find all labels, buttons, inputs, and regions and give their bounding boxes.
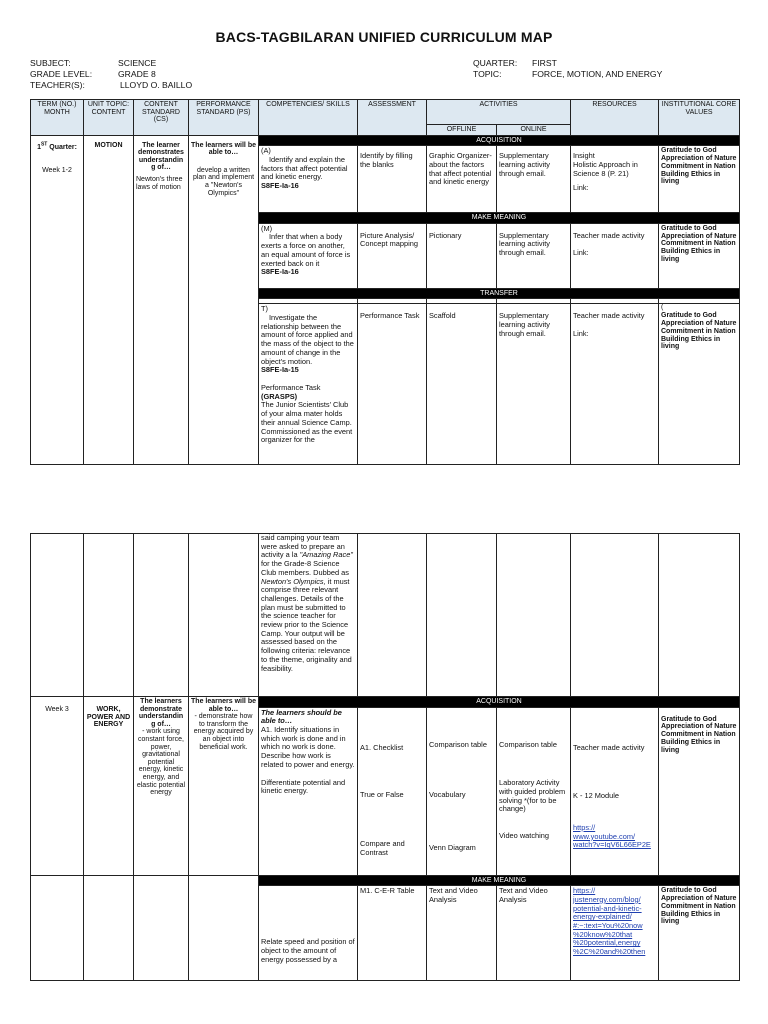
unit-topic: MOTION — [94, 141, 123, 149]
tr-core-values — [659, 304, 740, 465]
cont-ps — [189, 534, 259, 697]
tr-res-2: Link: — [573, 329, 589, 339]
band-row-acquisition-1 — [31, 135, 740, 146]
performance-standard-cell — [189, 135, 259, 465]
week3-online — [497, 707, 571, 875]
week3-label: Week 3 — [45, 706, 69, 713]
quarter-label: QUARTER: — [473, 58, 518, 68]
mm-online: Supplementary learning activity through email. — [497, 223, 571, 288]
justenergy-link[interactable]: https:// justenergy.com/blog/ potential-and-kinetic-energy-explained/ #:~:text=You%20now %20know%20that %20potential,energy %2C%20and%20then — [573, 886, 646, 957]
band-acquisition: ACQUISITION — [259, 135, 740, 146]
subject-label: SUBJECT: — [30, 58, 71, 68]
cont-values — [659, 534, 740, 697]
content-standard-cell — [134, 135, 189, 465]
ps-lead: The learners will be able to… — [191, 141, 256, 157]
tr-cv-mark: ( — [661, 304, 664, 312]
header-online: ONLINE — [497, 125, 571, 136]
week3-resources — [571, 707, 659, 875]
cont-text-c: it must comprise three relevant challenges. Details of the plan must be submitted to the science teacher for review prior to the Science Camp. Your output will be assessed based on the following criteria: relevance to the theme, originality and feasibility. — [261, 576, 352, 673]
topic-value: FORCE, MOTION, AND ENERGY — [532, 69, 663, 79]
header-term: TERM (NO.) MONTH — [31, 100, 84, 136]
acq-res-2: Holistic Approach in Science 8 (P. 21) — [573, 159, 638, 178]
week3-term-cell — [31, 697, 84, 876]
week3-cs-cell — [134, 697, 189, 876]
band-transfer: TRANSFER — [259, 288, 740, 299]
acq-res-3: Link: — [573, 183, 589, 193]
week3-ps-text: - demonstrate how to transform the energy acquired by an object into beneficial work. — [193, 713, 254, 751]
band-make-meaning: MAKE MEANING — [259, 213, 740, 224]
band-row-acquisition-2 — [31, 697, 740, 708]
week3-unit-cell — [84, 697, 134, 876]
tr-task-text: The Junior Scientists' Club of your alma mater holds their annual Science Camp. Commissioned as the event organizer for the — [261, 400, 353, 445]
tr-tag: T) — [261, 304, 268, 314]
cont-term — [31, 534, 84, 697]
teacher-label: TEACHER(S): — [30, 80, 85, 90]
acq-competency-text: Identify and explain the factors that affect potential and kinetic energy. — [261, 154, 348, 182]
week3-off-2: Vocabulary — [429, 790, 466, 800]
mm2-resources — [571, 886, 659, 981]
week3-ps-cell — [189, 697, 259, 876]
mm-res-1: Teacher made activity — [573, 230, 645, 240]
quarter-number: 1 — [37, 143, 41, 151]
week3-assess-1: A1. Checklist — [360, 742, 404, 752]
mm-res-2: Link: — [573, 248, 589, 258]
week3-assess-3: Compare and Contrast — [360, 839, 405, 857]
cont-assess — [358, 534, 427, 697]
week3-a2: Differentiate potential and kinetic energy. — [261, 777, 346, 796]
ps-text: develop a written plan and implement a "Newton's Olympics" — [192, 166, 255, 197]
cont-competency — [259, 534, 358, 697]
cont-text-a: said camping your team were asked to prepare an activity a la — [261, 533, 345, 560]
acq-competency — [259, 146, 358, 213]
week3-res-1: Teacher made activity — [573, 742, 645, 752]
cont-resources — [571, 534, 659, 697]
acq-assessment: Identify by filling the blanks — [358, 146, 427, 213]
week3-on-2: Laboratory Activity with guided problem solving *(for to be change) — [499, 778, 566, 814]
tr-competency — [259, 304, 358, 465]
header-unit: UNIT TOPIC: CONTENT — [84, 100, 134, 136]
header-content-standard: CONTENT STANDARD (CS) — [134, 100, 189, 136]
tr-cv-text: Gratitude to God Appreciation of Nature Commitment in Nation Building Ethics in living — [661, 312, 737, 351]
week3-offline — [427, 707, 497, 875]
week3-off-1: Comparison table — [429, 739, 487, 749]
cont-cs — [134, 534, 189, 697]
week3-a1: A1. Identify situations in which work is done and in which no work is done. Describe how work is related to power and energy. — [261, 725, 355, 769]
subject-value: SCIENCE — [118, 58, 157, 68]
cont-unit — [84, 534, 134, 697]
meta-left — [30, 58, 192, 91]
curriculum-table-page-1 — [30, 99, 740, 465]
grade-value: GRADE 8 — [118, 69, 156, 79]
tr-online: Supplementary learning activity through email. — [497, 304, 571, 465]
mm-competency — [259, 223, 358, 288]
tr-grasps: (GRASPS) — [261, 391, 298, 401]
cont-online — [497, 534, 571, 697]
tr-task-label: Performance Task — [261, 383, 321, 392]
mm2-offline: Text and Video Analysis — [427, 886, 497, 981]
week3-assess-2: True or False — [360, 790, 404, 800]
tr-code: S8FE-Ia-15 — [261, 365, 299, 375]
band-acquisition-2: ACQUISITION — [259, 697, 740, 708]
mm2-competency-text: Relate speed and position of object to the amount of energy possessed by a — [261, 937, 355, 964]
header-assessment: ASSESSMENT — [358, 100, 427, 136]
acq-resources — [571, 146, 659, 213]
cont-offline — [427, 534, 497, 697]
tr-competency-text: Investigate the relationship between the amount of force applied and the mass of the object to the amount of change in the object's motion. — [261, 313, 354, 366]
acq-res-1: Insight — [573, 151, 595, 161]
header-core-values: INSTITUTIONAL CORE VALUES — [659, 100, 740, 136]
header-performance-standard: PERFORMANCE STANDARD (PS) — [189, 100, 259, 136]
meta-right — [473, 58, 662, 80]
mm2-ps — [189, 875, 259, 981]
week3-res-2: K - 12 Module — [573, 791, 620, 801]
mm-resources — [571, 223, 659, 288]
mm-code: S8FE-Ia-16 — [261, 267, 299, 277]
unit-cell — [84, 135, 134, 465]
week3-core-values: Gratitude to God Appreciation of Nature Commitment in Nation Building Ethics in living — [659, 707, 740, 875]
mm-assessment: Picture Analysis/ Concept mapping — [358, 223, 427, 288]
mm-offline: Pictionary — [427, 223, 497, 288]
week3-cs-lead: The learners demonstrate understandin g of… — [138, 698, 184, 728]
band-make-meaning-2: MAKE MEANING — [259, 875, 740, 886]
mm2-term — [31, 875, 84, 981]
week3-off-3: Venn Diagram — [429, 843, 476, 852]
band-row-make-meaning-2 — [31, 875, 740, 886]
acq-tag: (A) — [261, 146, 271, 156]
document-title: BACS-TAGBILARAN UNIFIED CURRICULUM MAP — [215, 29, 553, 45]
cont-em-2: Newton's Olympics, — [261, 576, 326, 586]
cont-em-1: "Amazing Race" — [299, 550, 353, 560]
term-cell — [31, 135, 84, 465]
quarter-word: Quarter: — [47, 143, 77, 151]
cs-text: Newton's three laws of motion — [136, 175, 183, 191]
mm2-assessment: M1. C-E-R Table — [358, 886, 427, 981]
tr-res-1: Teacher made activity — [573, 311, 645, 321]
mm2-unit — [84, 875, 134, 981]
mm-core-values: Gratitude to God Appreciation of Nature Commitment in Nation Building Ethics in living — [659, 223, 740, 288]
tr-assessment: Performance Task — [358, 304, 427, 465]
tr-offline: Scaffold — [427, 304, 497, 465]
week3-unit: WORK, POWER AND ENERGY — [86, 706, 131, 729]
header-row — [31, 100, 740, 125]
week-label: Week 1-2 — [42, 166, 72, 174]
week3-ps-lead: The learners will be able to… — [191, 698, 256, 713]
topic-label: TOPIC: — [473, 69, 502, 79]
week3-assessment — [358, 707, 427, 875]
week3-on-1: Comparison table — [499, 739, 557, 749]
continuation-row — [31, 534, 740, 697]
quarter-value: FIRST — [532, 58, 557, 68]
mm2-cs — [134, 875, 189, 981]
header-activities: ACTIVITIES — [427, 100, 571, 125]
acq-offline: Graphic Organizer- about the factors that affect potential and kinetic energy — [427, 146, 497, 213]
week3-competency — [259, 707, 358, 875]
week3-cs-text: - work using constant force, power, gravitational potential energy, kinetic energy, and elastic potential energy — [136, 728, 186, 797]
curriculum-table-page-2 — [30, 533, 740, 981]
mm2-core-values: Gratitude to God Appreciation of Nature Commitment in Nation Building Ethics in living — [659, 886, 740, 981]
quarter-suffix: ST — [40, 141, 48, 148]
mm-competency-text: Infer that when a body exerts a force on another, an equal amount of force is exerted back on it — [261, 232, 351, 268]
week3-on-3: Video watching — [499, 831, 549, 841]
cs-lead: The learner demonstrates understandin g of… — [138, 141, 184, 172]
teacher-value: LLOYD O. BAILLO — [120, 80, 193, 90]
acq-core-values: Gratitude to God Appreciation of Nature Commitment in Nation Building Ethics in living — [659, 146, 740, 213]
mm2-competency — [259, 886, 358, 981]
header-offline: OFFLINE — [427, 125, 497, 136]
mm-tag: (M) — [261, 223, 273, 233]
mm2-online: Text and Video Analysis — [497, 886, 571, 981]
acq-online: Supplementary learning activity through email. — [497, 146, 571, 213]
grade-label: GRADE LEVEL: — [30, 69, 93, 79]
cont-text-b: for the Grade-8 Science Club members. Dubbed as — [261, 559, 349, 577]
header-competencies: COMPETENCIES/ SKILLS — [259, 100, 358, 136]
header-resources: RESOURCES — [571, 100, 659, 136]
youtube-link[interactable]: https:// www.youtube.com/ watch?v=IqV6L66EP2E — [573, 823, 651, 850]
acq-code: S8FE-Ia-16 — [261, 181, 299, 190]
tr-resources — [571, 304, 659, 465]
week3-lead: The learners should be able to… — [261, 707, 342, 726]
